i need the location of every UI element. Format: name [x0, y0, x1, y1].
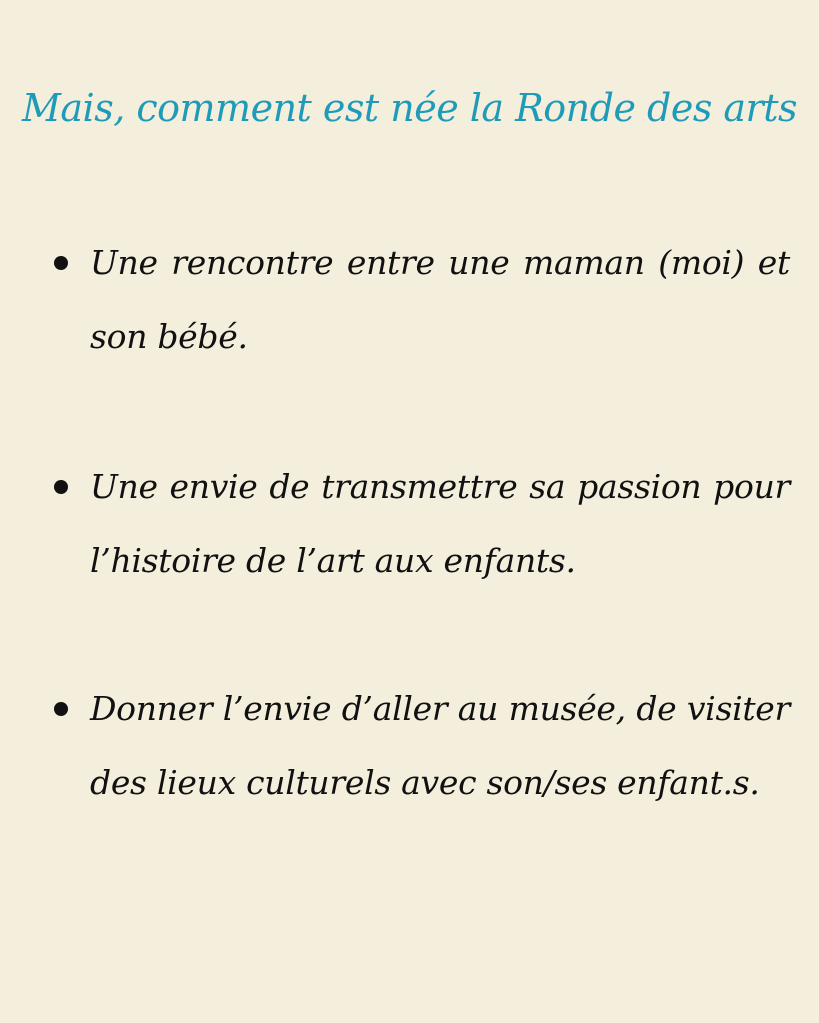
list-item-text: Une envie de transmettre sa passion pour l’histoire de l’art aux enfants.: [90, 467, 790, 580]
page-title: Mais, comment est née la Ronde des arts: [21, 86, 797, 130]
list-item-text: Une rencontre entre une maman (moi) et son bébé.: [90, 243, 790, 356]
bullet-dot-icon: [54, 480, 68, 494]
list-item: [50, 450, 790, 598]
list-item-text: Donner l’envie d’aller au musée, de visiter des lieux culturels avec son/ses enfant.s.: [90, 689, 790, 802]
list-item: [50, 226, 790, 374]
bullet-dot-icon: [54, 256, 68, 270]
bullet-dot-icon: [54, 702, 68, 716]
list-item: [50, 672, 790, 820]
